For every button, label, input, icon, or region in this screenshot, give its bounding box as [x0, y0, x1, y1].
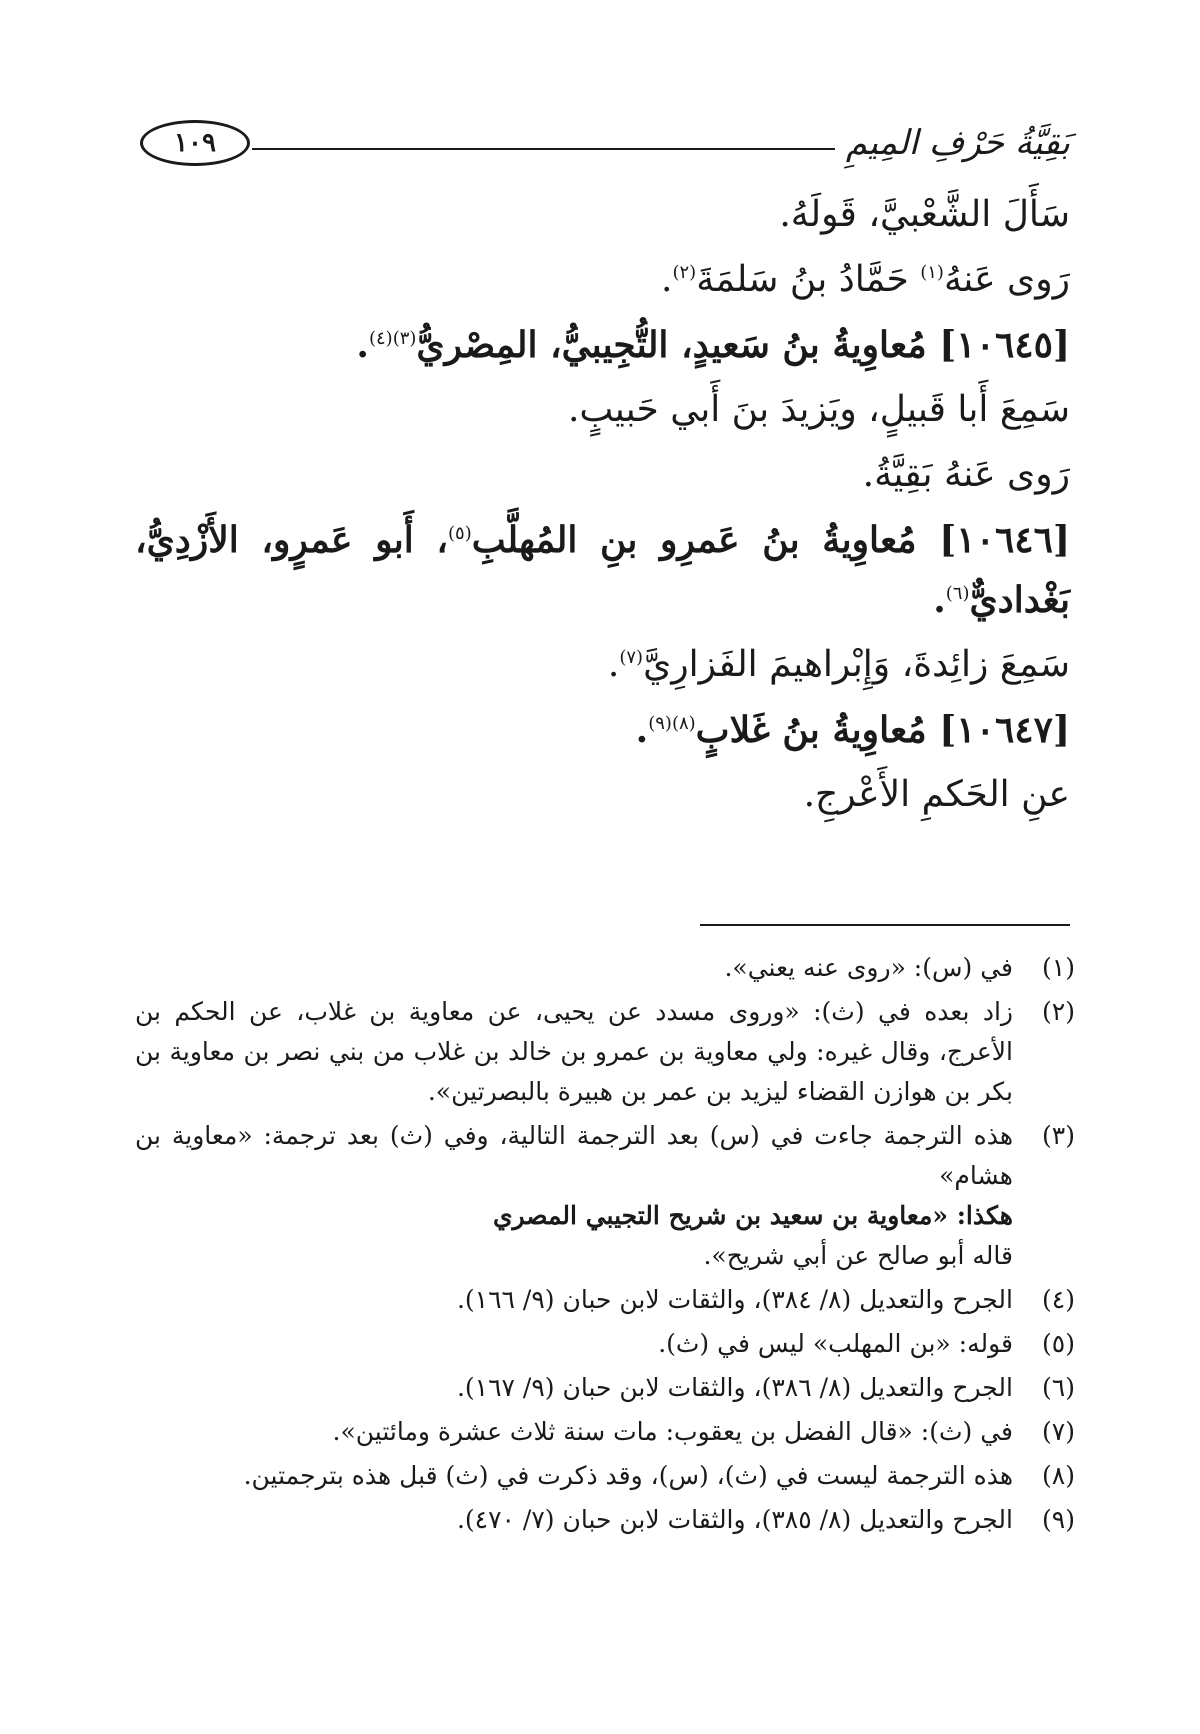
- text-line: عنِ الحَكمِ الأَعْرجِ.: [803, 774, 1070, 815]
- footnote-number: (٩): [1042, 1505, 1075, 1534]
- footnote-text: الجرح والتعديل (٨/ ٣٨٦)، والثقات لابن حبان (٩/ ١٦٧).: [456, 1373, 1013, 1402]
- footnote-number: (٣): [1042, 1121, 1075, 1150]
- header-rule: [252, 148, 835, 150]
- entry-number: [١٠٦٤٦]: [939, 519, 1070, 561]
- footnote-number: (٤): [1042, 1285, 1075, 1314]
- footnote-text: هذه الترجمة ليست في (ث)، (س)، وقد ذكرت في (ث) قبل هذه بترجمتين.: [243, 1461, 1013, 1490]
- footnote: [135, 1116, 1075, 1276]
- footnote-ref[interactable]: (٥): [448, 523, 472, 544]
- text-line: رَوى عَنهُ$^{(١)}$ حَمَّادُ بنُ سَلمَةَ$^{(٢)}$.: [661, 259, 1070, 300]
- footnote-number: (٥): [1042, 1329, 1075, 1358]
- footnote-ref[interactable]: (٣)(٤): [368, 328, 417, 349]
- entry-number: [١٠٦٤٥]: [939, 324, 1070, 366]
- footnote-ref[interactable]: (٦): [945, 583, 970, 604]
- footnote: [135, 948, 1075, 988]
- footnote-text: زاد بعده في (ث): «وروى مسدد عن يحيى، عن معاوية بن غلاب، عن الحكم بن الأعرج، وقال غيره: ولي معاوية بن عمرو بن خالد بن غلاب من بني نصر بن معاوية بن بكر بن هوازن القضاء ليزيد بن عمر بن هبيرة بالبصرتين».: [135, 997, 1013, 1106]
- entry-heading: [١٠٦٤٥] مُعاوِيةُ بنُ سَعيدٍ، التُّجِيبيُّ، المِصْريُّ$^{(٣)(٤)}$.: [356, 324, 1070, 366]
- entry-heading: [١٠٦٤٧] مُعاوِيةُ بنُ غَلابٍ$^{(٨)(٩)}$.: [635, 709, 1070, 751]
- footnote-text: الجرح والتعديل (٨/ ٣٨٥)، والثقات لابن حبان (٧/ ٤٧٠).: [456, 1505, 1013, 1534]
- footnote: [135, 992, 1075, 1112]
- footnote-ref[interactable]: (٨)(٩): [648, 713, 696, 734]
- entry-heading: [١٠٦٤٦] مُعاوِيةُ بنُ عَمرِو بنِ المُهلَّبِ$^{(٥)}$، أَبو عَمرٍو، الأَزْدِيُّ، بَغْداديٌّ$^{(٦)}$.: [135, 519, 1070, 621]
- page-header: [140, 118, 1070, 178]
- page-number: ١٠٩: [140, 120, 250, 166]
- footnote-number: (٦): [1042, 1373, 1075, 1402]
- footnote-text: قاله أبو صالح عن أبي شريح».: [703, 1241, 1013, 1270]
- main-text: [135, 185, 1070, 830]
- running-title: بَقِيَّةُ حَرْفِ المِيمِ: [845, 123, 1070, 163]
- footnote-number: (٧): [1042, 1417, 1075, 1446]
- text-line: سَمِعَ أَبا قَبيلٍ، ويَزيدَ بنَ أَبي حَبيبٍ.: [567, 389, 1070, 430]
- footnote-number: (١): [1042, 953, 1075, 982]
- footnote-ref[interactable]: (٢): [672, 262, 697, 283]
- footnote: [135, 1368, 1075, 1408]
- footnote: [135, 1324, 1075, 1364]
- footnote-text: هكذا: «معاوية بن سعيد بن شريح التجيبي المصري: [492, 1201, 1013, 1230]
- footnote: [135, 1500, 1075, 1540]
- footnote: [135, 1412, 1075, 1452]
- footnote-text: الجرح والتعديل (٨/ ٣٨٤)، والثقات لابن حبان (٩/ ١٦٦).: [456, 1285, 1013, 1314]
- text-line: سَأَلَ الشَّعْبيَّ، قَولَهُ.: [779, 194, 1070, 235]
- text-line: رَوى عَنهُ بَقِيَّةُ.: [862, 454, 1070, 495]
- footnote-ref[interactable]: (٧): [619, 647, 644, 668]
- footnotes: [135, 948, 1075, 1544]
- footnote-separator: [700, 924, 1070, 926]
- text-line: سَمِعَ زائِدةَ، وَإِبْراهيمَ الفَزارِيَّ$^{(٧)}$.: [607, 644, 1070, 685]
- footnote: [135, 1456, 1075, 1496]
- footnote-text: هذه الترجمة جاءت في (س) بعد الترجمة التالية، وفي (ث) بعد ترجمة: «معاوية بن هشام»: [135, 1121, 1013, 1190]
- footnote-number: (٢): [1042, 997, 1075, 1026]
- footnote-number: (٨): [1042, 1461, 1075, 1490]
- footnote-text: في (ث): «قال الفضل بن يعقوب: مات سنة ثلاث عشرة ومائتين».: [332, 1417, 1013, 1446]
- footnote: [135, 1280, 1075, 1320]
- footnote-text: في (س): «روى عنه يعني».: [724, 953, 1013, 982]
- footnote-text: قوله: «بن المهلب» ليس في (ث).: [658, 1329, 1013, 1358]
- footnote-ref[interactable]: (١): [920, 262, 944, 283]
- entry-number: [١٠٦٤٧]: [939, 709, 1070, 751]
